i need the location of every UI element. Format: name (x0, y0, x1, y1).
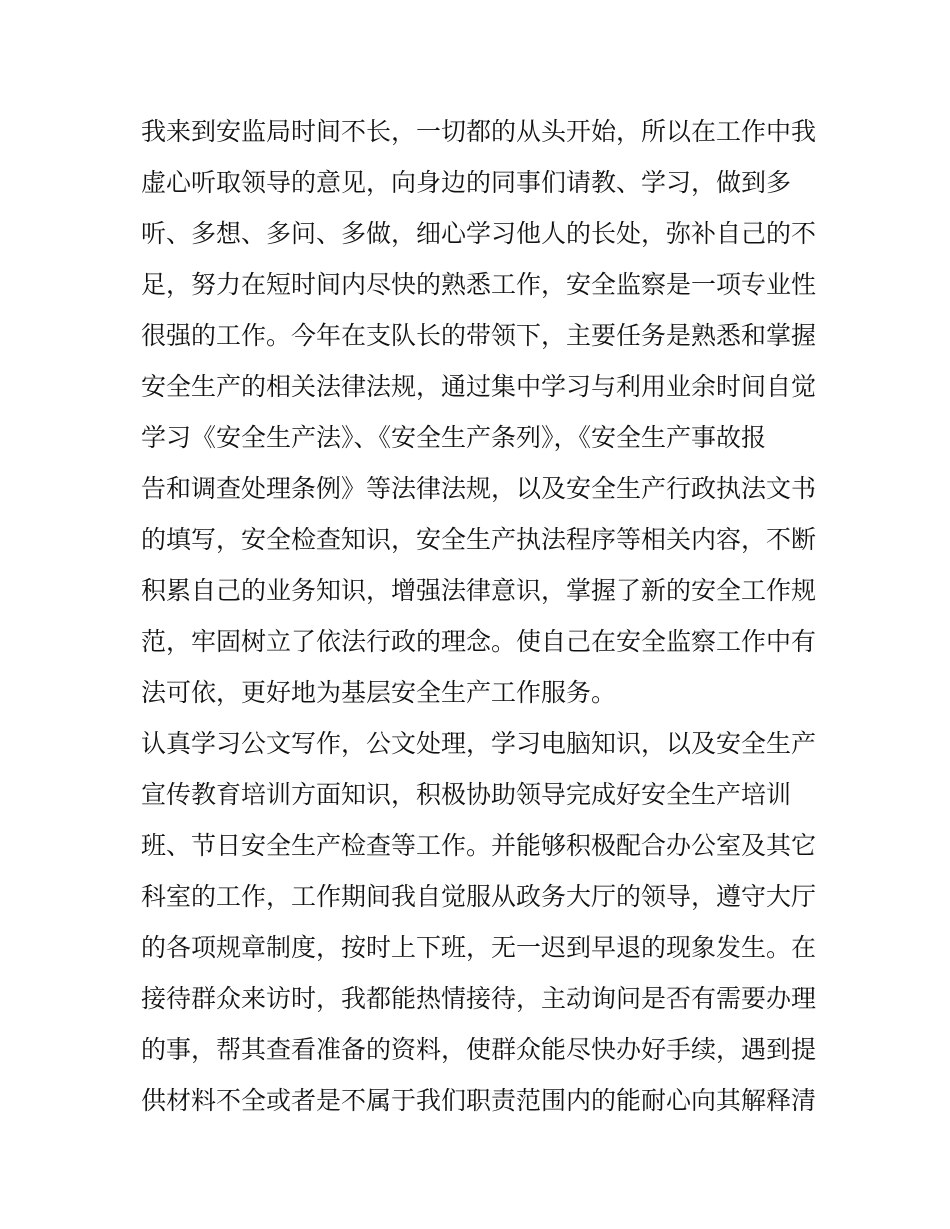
text-line: 学习《安全生产法》、《安全生产条列》，《安全生产事故报 (141, 423, 767, 452)
text-line: 虚心听取领导的意见，向身边的同事们请教、学习，做到多 (141, 168, 792, 197)
paragraph-2 (141, 718, 821, 1126)
text-line: 法可依，更好地为基层安全生产工作服务。 (141, 678, 617, 707)
text-line: 班、节日安全生产检查等工作。并能够积极配合办公室及其它 (141, 831, 817, 860)
text-line: 宣传教育培训方面知识，积极协助领导完成好安全生产培训 (141, 780, 792, 809)
text-line: 我来到安监局时间不长，一切都的从头开始，所以在工作中我 (141, 117, 817, 146)
text-line: 的各项规章制度，按时上下班，无一迟到早退的现象发生。在 (141, 933, 817, 962)
text-line: 听、多想、多问、多做，细心学习他人的长处，弥补自己的不 (141, 219, 817, 248)
text-line: 接待群众来访时，我都能热情接待，主动询问是否有需要办理 (141, 984, 817, 1013)
text-line: 足，努力在短时间内尽快的熟悉工作，安全监察是一项专业性 (141, 270, 817, 299)
text-line: 供材料不全或者是不属于我们职责范围内的能耐心向其解释清 (141, 1086, 817, 1115)
document-body (141, 106, 821, 1126)
text-line: 很强的工作。今年在支队长的带领下，主要任务是熟悉和掌握 (141, 321, 817, 350)
text-line: 科室的工作，工作期间我自觉服从政务大厅的领导，遵守大厅 (141, 882, 817, 911)
paragraph-1 (141, 106, 821, 718)
text-line: 的填写，安全检查知识，安全生产执法程序等相关内容，不断 (141, 525, 817, 554)
text-line: 积累自己的业务知识，增强法律意识，掌握了新的安全工作规 (141, 576, 817, 605)
text-line: 认真学习公文写作，公文处理，学习电脑知识，以及安全生产 (141, 729, 817, 758)
text-line: 告和调查处理条例》等法律法规，以及安全生产行政执法文书 (141, 474, 817, 503)
text-line: 的事，帮其查看准备的资料，使群众能尽快办好手续，遇到提 (141, 1035, 817, 1064)
text-line: 安全生产的相关法律法规，通过集中学习与利用业余时间自觉 (141, 372, 817, 401)
text-line: 范，牢固树立了依法行政的理念。使自己在安全监察工作中有 (141, 627, 817, 656)
